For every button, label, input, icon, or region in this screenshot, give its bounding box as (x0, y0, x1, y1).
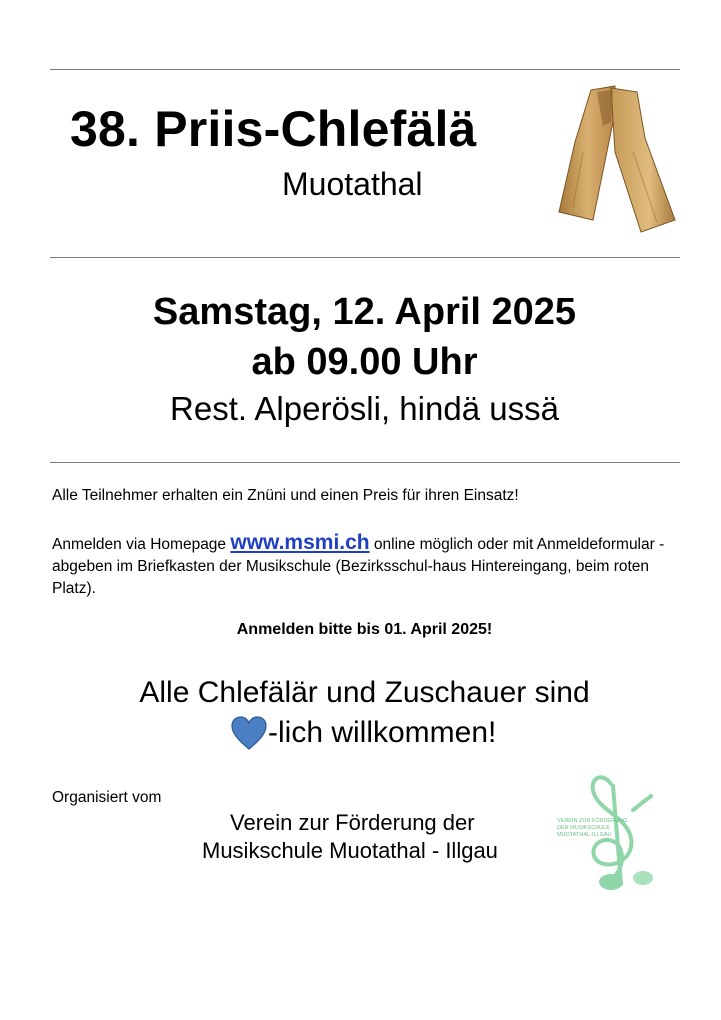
organizer-name-line-2: Musikschule Muotathal - Illgau (202, 838, 498, 863)
registration-suffix: online möglich oder mit Anmeldeformular - abgeben im Briefkasten der Musikschule (Bezirksschul-haus Hintereingang, beim roten Platz). (52, 536, 665, 597)
welcome-line-2-text: -lich willkommen! (268, 716, 497, 749)
event-time: ab 09.00 Uhr (251, 341, 478, 383)
logo-text-2: DER MUSIKSCHULE (557, 825, 610, 831)
event-title: 38. Priis-Chlefälä (70, 101, 477, 157)
event-venue: Rest. Alperösli, hindä ussä (170, 390, 559, 427)
logo-text-1: VEREIN ZUR FÖRDERUNG (557, 818, 628, 824)
homepage-link[interactable]: www.msmi.ch (230, 531, 370, 554)
registration-prefix: Anmelden via Homepage (52, 536, 231, 553)
prize-info: Alle Teilnehmer erhalten ein Znüni und einen Preis für ihren Einsatz! (52, 487, 519, 504)
event-location: Muotathal (282, 166, 423, 202)
lower-divider (50, 462, 680, 463)
welcome-line-2 (230, 715, 496, 751)
event-date: Samstag, 12. April 2025 (152, 291, 577, 333)
logo-text-3: MUOTATHAL-ILLGAU (557, 832, 612, 838)
welcome-line-1: Alle Chlefälär und Zuschauer sind (139, 676, 590, 709)
organizer-label: Organisiert vom (52, 789, 162, 806)
heart-icon (230, 715, 268, 751)
top-divider (50, 69, 680, 70)
chlefele-clapper-image (553, 82, 679, 242)
organizer-logo (553, 766, 663, 896)
registration-info (52, 532, 672, 600)
middle-divider (50, 257, 680, 258)
registration-deadline: Anmelden bitte bis 01. April 2025! (236, 621, 493, 638)
organizer-name-line-1: Verein zur Förderung der (230, 810, 475, 835)
